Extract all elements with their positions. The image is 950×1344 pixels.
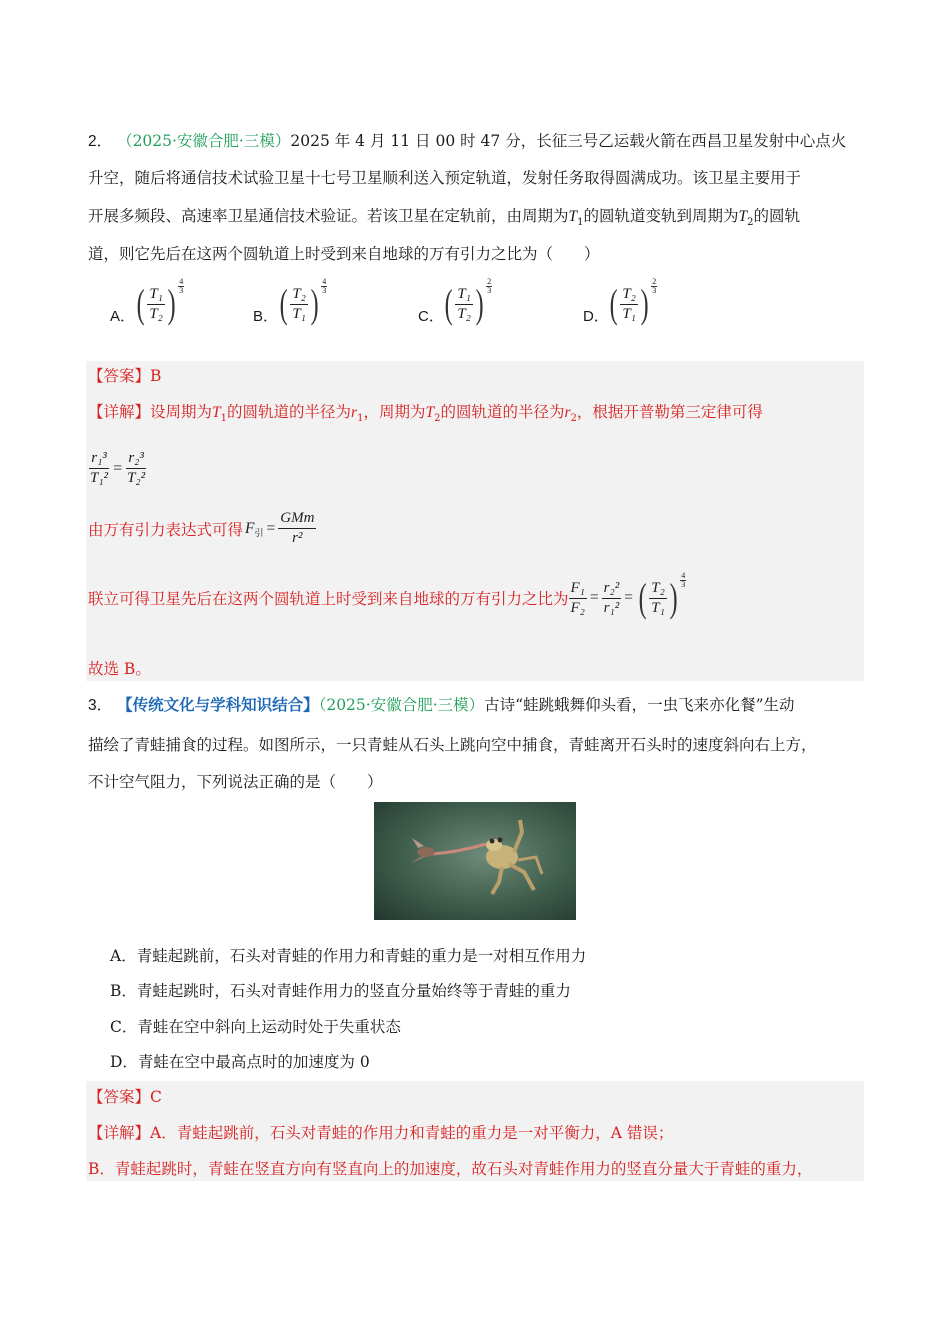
q3-text-3: 不计空气阻力，下列说法正确的是（ ） — [88, 773, 383, 791]
q3-source: （2025·安徽合肥·三模） — [318, 696, 485, 714]
q2-line-1 — [88, 131, 846, 152]
option-d-formula[interactable]: ( $\frac{\text{T₂}}{\text{T₁}}$ ) 2 3 — [609, 276, 657, 326]
kepler-equation: $\frac{\text{r₁³}}{\text{T₁²}}$ = $\frac{\text{r₂³}}{\text{T₂²}}$ — [90, 450, 146, 486]
opt-b-den: T₁ — [292, 305, 306, 322]
opt-b-exp-d: 3 — [322, 285, 327, 295]
q2-text-4: 道，则它先后在这两个圆轨道上时受到来自地球的万有引力之比为（ ） — [88, 245, 600, 263]
d-var-r2: r — [564, 404, 571, 421]
opt-d-num: T₂ — [620, 287, 638, 305]
opt-c-exp-d: 3 — [487, 285, 492, 295]
opt-a-num: T₁ — [147, 287, 165, 305]
grav-num: GMm — [278, 511, 316, 529]
q2-source: （2025·安徽合肥·三模） — [117, 132, 291, 150]
opt-d-exp-d: 3 — [652, 285, 657, 295]
frog-photo — [374, 802, 576, 920]
q3-detail-line-1 — [88, 1123, 673, 1143]
q3-detail-line-2: B．青蛙起跳时，青蛙在竖直方向有竖直向上的加速度，故石头对青蛙作用力的竖直分量大于青蛙的重力， — [88, 1160, 813, 1178]
ratio-T-den: T₁ — [651, 599, 665, 616]
ratio-F2: F₂ — [570, 599, 585, 616]
ratio-text: 联立可得卫星先后在这两个圆轨道上时受到来自地球的万有引力之比为 — [88, 590, 569, 608]
ratio-F1: F₁ — [569, 581, 587, 599]
opt-c-exp-n: 2 — [487, 276, 492, 286]
eq1-rhs-num: r₂³ — [126, 451, 146, 469]
q2-text-1: 2025 年 4 月 11 日 00 时 47 分，长征三号乙运载火箭在西昌卫星发射中心点火 — [290, 132, 847, 150]
eq1-lhs-num: r₁³ — [89, 451, 109, 469]
q3-detail-1: A．青蛙起跳前，石头对青蛙的作用力和青蛙的重力是一对平衡力，A 错误； — [150, 1124, 674, 1142]
q3-number: 3． — [88, 697, 113, 714]
grav-text: 由万有引力表达式可得 — [88, 520, 244, 539]
option-b-label[interactable]: B． — [253, 308, 279, 325]
grav-sub: 引 — [254, 529, 264, 539]
q2-detail-1d: 的圆轨道的半径为 — [440, 403, 565, 421]
q2-answer: 【答案】B — [88, 367, 162, 385]
d-var-T2: T — [425, 404, 435, 421]
q3-answer: 【答案】C — [88, 1088, 162, 1106]
opt-a-exp-d: 3 — [179, 285, 184, 295]
q2-conclusion: 故选 B。 — [88, 660, 151, 678]
ratio-r-den: r₁² — [603, 599, 620, 616]
q2-text-3b: 的圆轨道变轨到周期为 — [583, 207, 739, 225]
q3-line-2 — [88, 735, 817, 755]
option-c-formula[interactable]: ( $\frac{\text{T₁}}{\text{T₂}}$ ) 2 3 — [444, 276, 492, 326]
q3-line-3 — [88, 772, 383, 792]
grav-F: F — [245, 519, 255, 537]
q3-detail-label: 【详解】 — [88, 1124, 151, 1142]
q3-text-1: 古诗“蛙跳蛾舞仰头看，一虫飞来亦化餐”生动 — [484, 696, 795, 714]
opt-d-exp-n: 2 — [652, 276, 657, 286]
var-T2: T — [738, 208, 748, 225]
ratio-T-num: T₂ — [649, 581, 667, 599]
d-var-r1: r — [351, 404, 358, 421]
d-sub-2: 2 — [434, 413, 441, 425]
q2-detail-label: 【详解】 — [88, 403, 151, 421]
var-T1: T — [568, 208, 578, 225]
q3-text-2: 描绘了青蛙捕食的过程。如图所示，一只青蛙从石头上跳向空中捕食，青蛙离开石头时的速度斜向右上方， — [88, 736, 817, 754]
q2-line-3 — [88, 206, 800, 233]
option-a-label[interactable]: A． — [110, 308, 136, 325]
sub-1: 1 — [577, 217, 584, 229]
d-sub-r1: 1 — [357, 413, 364, 425]
choice-b[interactable]: B．青蛙起跳时，石头对青蛙作用力的竖直分量始终等于青蛙的重力 — [110, 982, 571, 1000]
opt-d-den: T₁ — [622, 305, 636, 322]
q2-line-4 — [88, 244, 600, 264]
gravitation-line: 由万有引力表达式可得 F $_引$ = $\frac{\text{GMm}}{\text{r²}}$ — [88, 510, 315, 546]
opt-b-exp-n: 4 — [322, 276, 327, 286]
q3-line-1 — [88, 695, 795, 716]
choice-c[interactable]: C．青蛙在空中斜向上运动时处于失重状态 — [110, 1018, 401, 1036]
ratio-exp-n: 4 — [681, 570, 686, 580]
d-var-T1: T — [212, 404, 221, 421]
choice-a[interactable]: A．青蛙起跳前，石头对青蛙的作用力和青蛙的重力是一对相互作用力 — [110, 947, 587, 965]
d-sub-1: 1 — [220, 413, 228, 425]
option-d-label[interactable]: D． — [583, 308, 609, 325]
ratio-line: 联立可得卫星先后在这两个圆轨道上时受到来自地球的万有引力之比为 $\frac{\text{F₁}}{\text{F₂}}$ = $\frac{\text{r₂²}}{\text{r₁²}}$ = ( $\frac{\text{T₂}}{\text{T₁}}$ ) 4 3 — [88, 570, 686, 620]
option-a-formula[interactable]: ( $\frac{\text{T₁}}{\text{T₂}}$ ) 4 3 — [136, 276, 184, 326]
sub-2: 2 — [747, 217, 754, 229]
opt-b-num: T₂ — [290, 287, 308, 305]
q2-text-3a: 开展多频段、高速率卫星通信技术验证。若该卫星在定轨前，由周期为 — [88, 207, 569, 225]
q2-detail-1c: ，周期为 — [363, 403, 426, 421]
d-sub-r2: 2 — [570, 413, 577, 425]
grav-den: r² — [292, 530, 303, 546]
opt-a-exp-n: 4 — [179, 276, 184, 286]
q2-number: 2． — [88, 133, 113, 150]
q2-text-2: 升空，随后将通信技术试验卫星十七号卫星顺利送入预定轨道，发射任务取得圆满成功。该卫星主要用于 — [88, 169, 802, 187]
q2-detail-1e: ，根据开普勒第三定律可得 — [576, 403, 763, 421]
opt-a-den: T₂ — [149, 305, 163, 322]
choice-d[interactable]: D．青蛙在空中最高点时的加速度为 0 — [110, 1053, 370, 1071]
q2-text-3c: 的圆轨 — [753, 207, 801, 225]
q2-detail-1a: 设周期为 — [150, 403, 213, 421]
opt-c-den: T₂ — [457, 305, 471, 322]
ratio-exp-d: 3 — [681, 579, 686, 589]
q2-detail-line-1 — [88, 402, 763, 429]
option-b-formula[interactable]: ( $\frac{\text{T₂}}{\text{T₁}}$ ) 4 3 — [279, 276, 327, 326]
ratio-r-num: r₂² — [602, 581, 622, 599]
eq1-lhs-den: T₁² — [90, 470, 109, 486]
q3-tag: 【传统文化与学科知识结合】 — [117, 695, 319, 714]
option-c-label[interactable]: C． — [418, 308, 444, 325]
eq1-rhs-den: T₂² — [127, 470, 146, 486]
opt-c-num: T₁ — [455, 287, 473, 305]
q2-detail-1b: 的圆轨道的半径为 — [227, 403, 352, 421]
q2-line-2 — [88, 168, 801, 188]
